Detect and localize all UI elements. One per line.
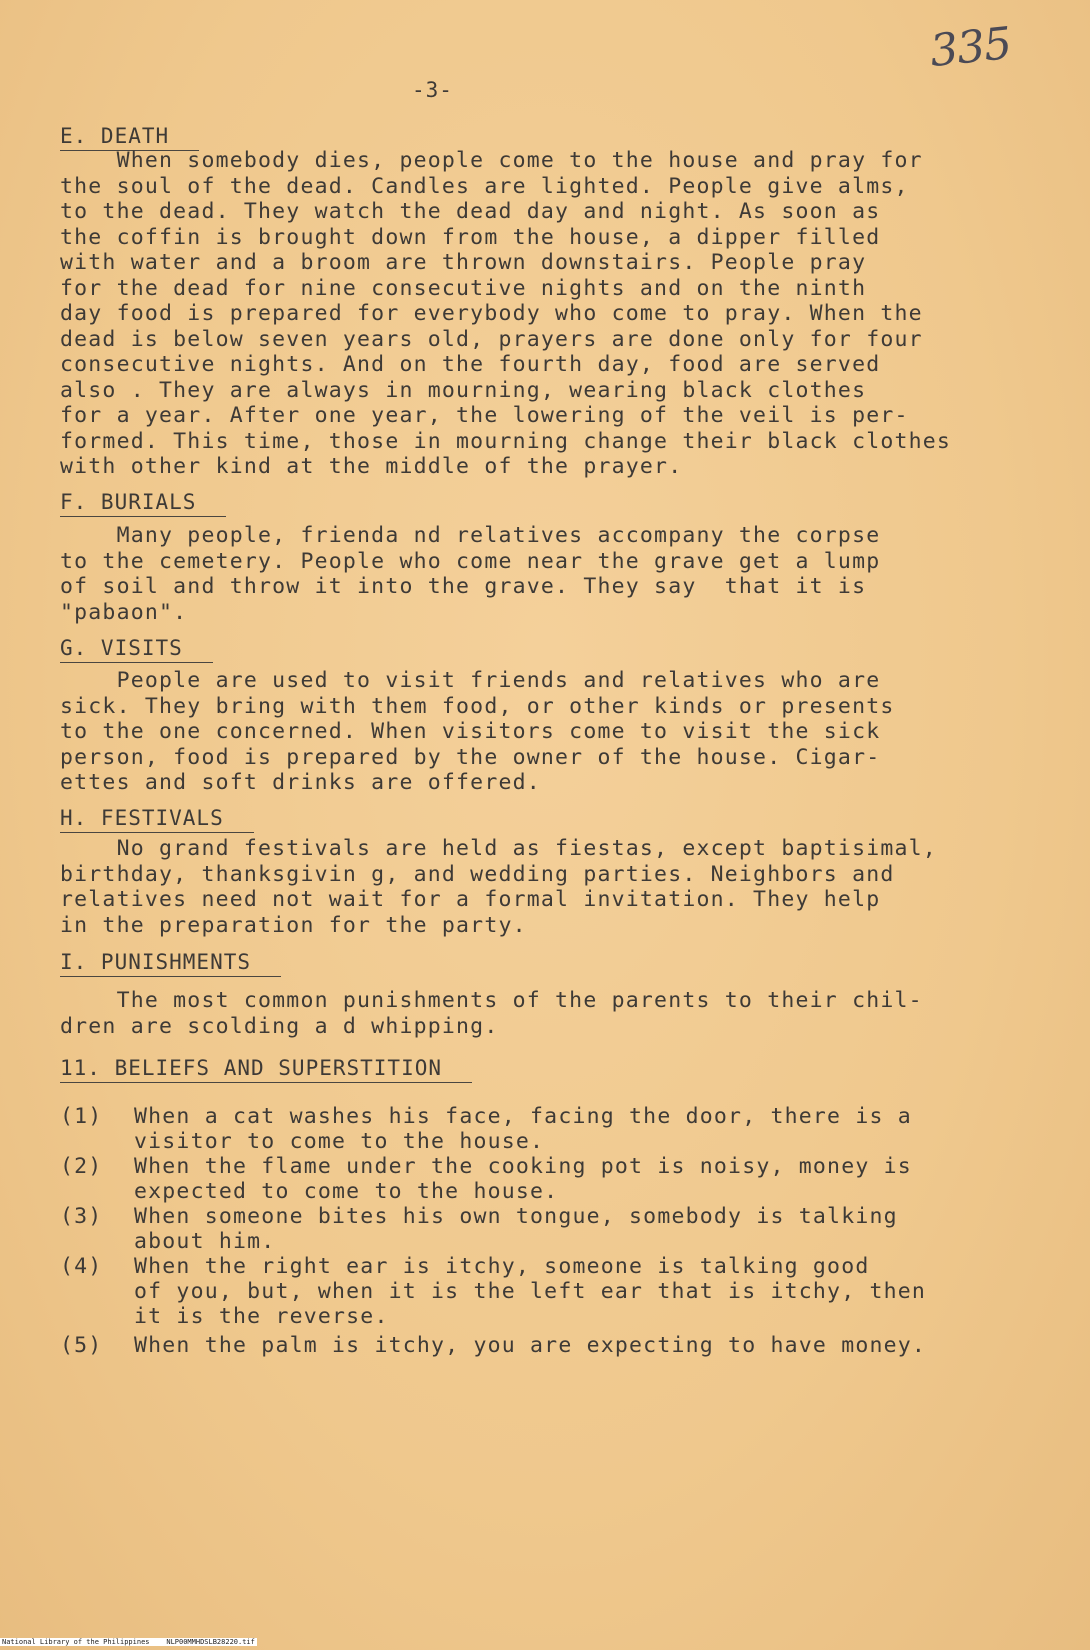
section-heading-death: E. DEATH — [60, 124, 199, 151]
section-body-burials: Many people, frienda nd relatives accompany the corpse to the cemetery. People who come near the grave get a lump of soil and throw it into the grave. They say that it is "pabaon". — [60, 523, 881, 625]
section-heading-beliefs: 11. BELIEFS AND SUPERSTITION — [60, 1056, 472, 1083]
section-body-visits: People are used to visit friends and relatives who are sick. They bring with them food, or other kinds or presents to the one concerned. When visitors come to visit the sick person, food is prepared by the owner of the house. Cigar- ettes and soft drinks are offered. — [60, 668, 895, 795]
section-body-festivals: No grand festivals are held as fiestas, except baptisimal, birthday, thanksgivin g, and wedding parties. Neighbors and relatives need not wait for a formal invitation. They help in the preparation for the party. — [60, 836, 937, 938]
belief-text: When the flame under the cooking pot is noisy, money is expected to come to the house. — [134, 1154, 912, 1204]
archive-footer: National Library of the Philippines NLP00MMHDSLB28220.tif — [2, 1638, 255, 1646]
section-heading-festivals: H. FESTIVALS — [60, 806, 254, 833]
section-heading-visits: G. VISITS — [60, 636, 213, 663]
belief-number: (2) — [60, 1154, 103, 1179]
belief-number: (4) — [60, 1254, 103, 1279]
belief-text: When a cat washes his face, facing the door, there is a visitor to come to the house. — [134, 1104, 912, 1154]
section-heading-burials: F. BURIALS — [60, 490, 226, 517]
section-heading-punishments: I. PUNISHMENTS — [60, 950, 281, 977]
belief-text: When the right ear is itchy, someone is talking good of you, but, when it is the left ear that is itchy, then it is the reverse. — [134, 1254, 927, 1329]
section-body-punishments: The most common punishments of the parents to their chil- dren are scolding a d whipping. — [60, 988, 923, 1039]
belief-number: (5) — [60, 1333, 103, 1358]
belief-text: When the palm is itchy, you are expecting to have money. — [134, 1333, 927, 1358]
typed-page-number: -3- — [412, 78, 453, 102]
belief-text: When someone bites his own tongue, somebody is talking about him. — [134, 1204, 898, 1254]
belief-number: (3) — [60, 1204, 103, 1229]
handwritten-page-number: 335 — [927, 17, 1014, 78]
belief-number: (1) — [60, 1104, 103, 1129]
section-body-death: When somebody dies, people come to the house and pray for the soul of the dead. Candles are lighted. People give alms, to the dead. They watch the dead day and night. As soon as the coffin is brought down from the house, a dipper filled with water and a broom are thrown downstairs. People pray for the dead for nine consecutive nights and on the ninth day food is prepared for everybody who come to pray. When the dead is below seven years old, prayers are done only for four consecutive nights. And on the fourth day, food are served also . They are always in mourning, wearing black clothes for a year. After one year, the lowering of the veil is per- formed. This time, those in mourning change their black clothes with other kind at the middle of the prayer. — [60, 148, 952, 479]
